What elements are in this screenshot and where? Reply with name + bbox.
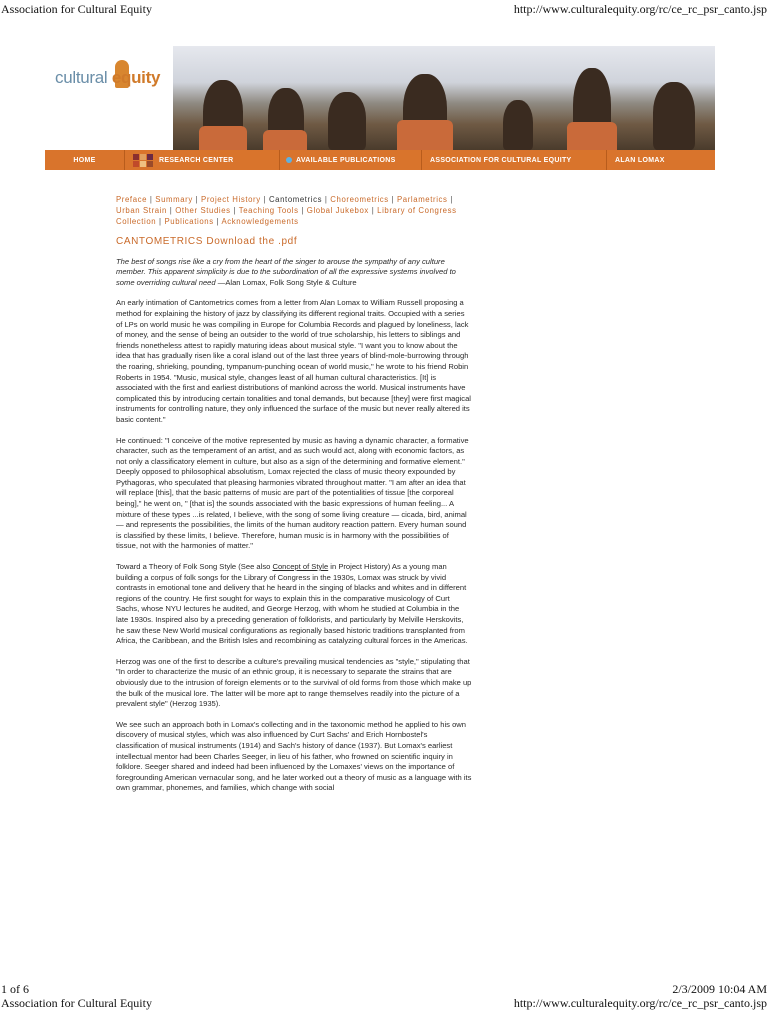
logo-word-cultural: cultural <box>55 68 108 87</box>
paragraph-rest: in Project History) As a young man building a corpus of folk songs for the Library of Congress in the 1930s, Lomax was struck by vivid contrasts in emotional tone and delivery that he heard in the singing of blacks and whites and in different regions of the country. He first sought for ways to explain this in the comparative musicology of Curt Sachs, whose NYU lectures he audited, and George Herzog, with whom he studied at Columbia in the late 1930s. Inspired also by a preceding generation of folklorists, and particularly by Melville Herskovits, he saw these New World musical configurations as regionally based historic traditions transplanted from Africa, the Caribbean, and the British Isles and recombining as catalyzing cultural forces in the Americas. <box>116 562 468 646</box>
epigraph-quote <box>116 257 472 289</box>
print-header <box>0 2 768 17</box>
site-banner <box>45 46 715 150</box>
nav-association[interactable]: ASSOCIATION FOR CULTURAL EQUITY <box>422 150 607 170</box>
nav-home[interactable]: HOME <box>45 150 125 170</box>
link-loc-collection[interactable]: Library of Congress Collection <box>116 206 457 226</box>
main-nav <box>45 150 715 170</box>
separator: | <box>263 195 267 204</box>
link-summary[interactable]: Summary <box>155 195 193 204</box>
photo-clothing <box>199 126 247 150</box>
separator: | <box>195 195 199 204</box>
link-acknowledgements[interactable]: Acknowledgements <box>221 217 299 226</box>
link-choreometrics[interactable]: Choreometrics <box>330 195 389 204</box>
main-content <box>116 194 472 794</box>
separator: | <box>149 195 153 204</box>
paragraph: Herzog was one of the first to describe a culture's prevailing musical tendencies as "style," stipulating that "In order to characterize the music of an ethnic group, it is necessary to separate the strains that are obviously due to the intrusion of foreign elements or to the survival of old forms from those which make up the bulk of the musical lore. The latter will be more apt to range themselves readily into the picture of a prevalent style" (Herzog 1935). <box>116 656 472 709</box>
separator: | <box>324 195 328 204</box>
photo-clothing <box>397 120 453 150</box>
nav-research-label: RESEARCH CENTER <box>159 156 234 164</box>
print-footer-url: http://www.culturalequity.org/rc/ce_rc_psr_canto.jsp <box>513 996 767 1010</box>
quote-attribution: —Alan Lomax, Folk Song Style & Culture <box>215 277 357 287</box>
nav-research-center[interactable] <box>125 150 280 170</box>
paragraph-lead: Toward a Theory of Folk Song Style (See also <box>116 562 273 572</box>
quote-text: The best of songs rise like a cry from the heart of the singer to arouse the sympathy of any culture member. This apparent simplicity is due to the subordination of all the expressive systems involved to some overriding cultural need <box>116 256 456 287</box>
section-links <box>116 194 472 227</box>
link-project-history[interactable]: Project History <box>201 195 261 204</box>
print-footer <box>0 982 768 997</box>
logo-text <box>55 68 160 88</box>
separator: | <box>301 206 304 215</box>
paragraph <box>116 562 472 647</box>
print-footer-title: Association for Cultural Equity <box>1 996 152 1010</box>
page-count: 1 of 6 <box>1 982 29 996</box>
page-title[interactable]: CANTOMETRICS Download the .pdf <box>116 236 298 247</box>
separator: | <box>371 206 375 215</box>
paragraph: An early intimation of Cantometrics comes from a letter from Alan Lomax to William Russell proposing a method for explaining the history of jazz by classifying its different regional traits. Occupied with a series of LPs on world music he was compiling in Europe for Columbia Records and plagued by loneliness, lack of money, and the sense of being an outsider to the world of true scholarship, his letters to siblings and friends nonetheless attest to rapidly maturing ideas about musical style. "I want you to know about the idea that has gradually risen like a coral island out of the last three years of blind-mole-burrowing through the roaring, shrieking, pounding, tympanum-punching ocean of world music," he wrote to his friend Robin Roberts in 1954. "Music, musical style, changes least of all human cultural characteristics. [It] is associated with the first and earliest distributions of mankind across the world. Musical instruments have complicated this by introducing certain tonalities and tonal demands, but because [they] were first magical instruments for controlling nature, they only influenced the surface of the music but never really altered its basic content." <box>116 298 471 424</box>
separator: | <box>391 195 395 204</box>
paragraph: He continued: "I conceive of the motive represented by music as having a dynamic character, a formative character, such as the temperament of an artist, and as such would act, along with economic factors, as not only a classificatory element in culture, but also as a sign of the determining and formative element." Deeply opposed to philosophical absolutism, Lomax rejected the class of music theory expounded by Pythagoras, who speculated that pleasing harmonies vibrated throughout matter. "I am after an idea that will replace [this], that the basic patterns of music are part of the potentialities of tissue [the corporeal being]," he went on, " [that is] the sounds associated with the basic expressions of human feeling... A mixture of these types ...is related, I believe, with the song of some living creature — cicada, bird, animal — and represents the possibilities, the limits of the human auditory reaction pattern. Every human sound is classified by these limits, I believe. Therefore, human music is in harmony with the possibilities of tissue, not with the harmonies of matter." <box>116 435 469 551</box>
link-preface[interactable]: Preface <box>116 195 148 204</box>
link-other-studies[interactable]: Other Studies <box>175 206 231 215</box>
nav-publications-label: AVAILABLE PUBLICATIONS <box>296 156 396 164</box>
research-squares-icon <box>133 154 153 167</box>
header-photo <box>173 46 715 150</box>
print-datetime: 2/3/2009 10:04 AM <box>672 982 767 996</box>
link-teaching-tools[interactable]: Teaching Tools <box>238 206 299 215</box>
publications-dot-icon <box>286 157 292 163</box>
print-footer-source <box>0 996 768 1011</box>
link-urban-strain[interactable]: Urban Strain <box>116 206 167 215</box>
photo-figure <box>653 82 695 150</box>
photo-figure <box>503 100 533 150</box>
photo-figure <box>328 92 366 150</box>
link-parlametrics[interactable]: Parlametrics <box>397 195 448 204</box>
nav-available-publications[interactable] <box>280 150 422 170</box>
separator: | <box>233 206 237 215</box>
paragraph: We see such an approach both in Lomax's collecting and in the taxonomic method he applied to his own discovery of musical styles, which was also influenced by Curt Sachs' and Erich Hornbostel's classification of musical instruments (1914) and Sach's history of dance (1937). But Lomax's earliest intellectual mentor had been Charles Seeger, in lieu of his father, who frowned on scientific inquiry in folklore. Seeger shared and indeed had been influenced by the Lomaxes' views on the importance of foregrounding American vernacular song, and he later worked out a theory of music as a language with its own grammar, phonemes, and families, which change with social <box>116 719 472 793</box>
separator: | <box>216 217 220 226</box>
link-publications[interactable]: Publications <box>164 217 214 226</box>
photo-clothing <box>567 122 617 150</box>
print-header-title: Association for Cultural Equity <box>1 2 152 16</box>
logo-word-equity: equity <box>111 68 161 87</box>
separator: | <box>169 206 173 215</box>
link-cantometrics-current: Cantometrics <box>268 195 323 204</box>
nav-alan-lomax[interactable]: ALAN LOMAX <box>615 156 665 164</box>
concept-of-style-link[interactable]: Concept of Style <box>272 562 329 572</box>
photo-clothing <box>263 130 307 150</box>
separator: | <box>159 217 162 226</box>
link-global-jukebox[interactable]: Global Jukebox <box>306 206 369 215</box>
site-logo[interactable] <box>45 46 173 150</box>
separator: | <box>450 195 453 204</box>
print-header-url: http://www.culturalequity.org/rc/ce_rc_psr_canto.jsp <box>513 2 767 16</box>
